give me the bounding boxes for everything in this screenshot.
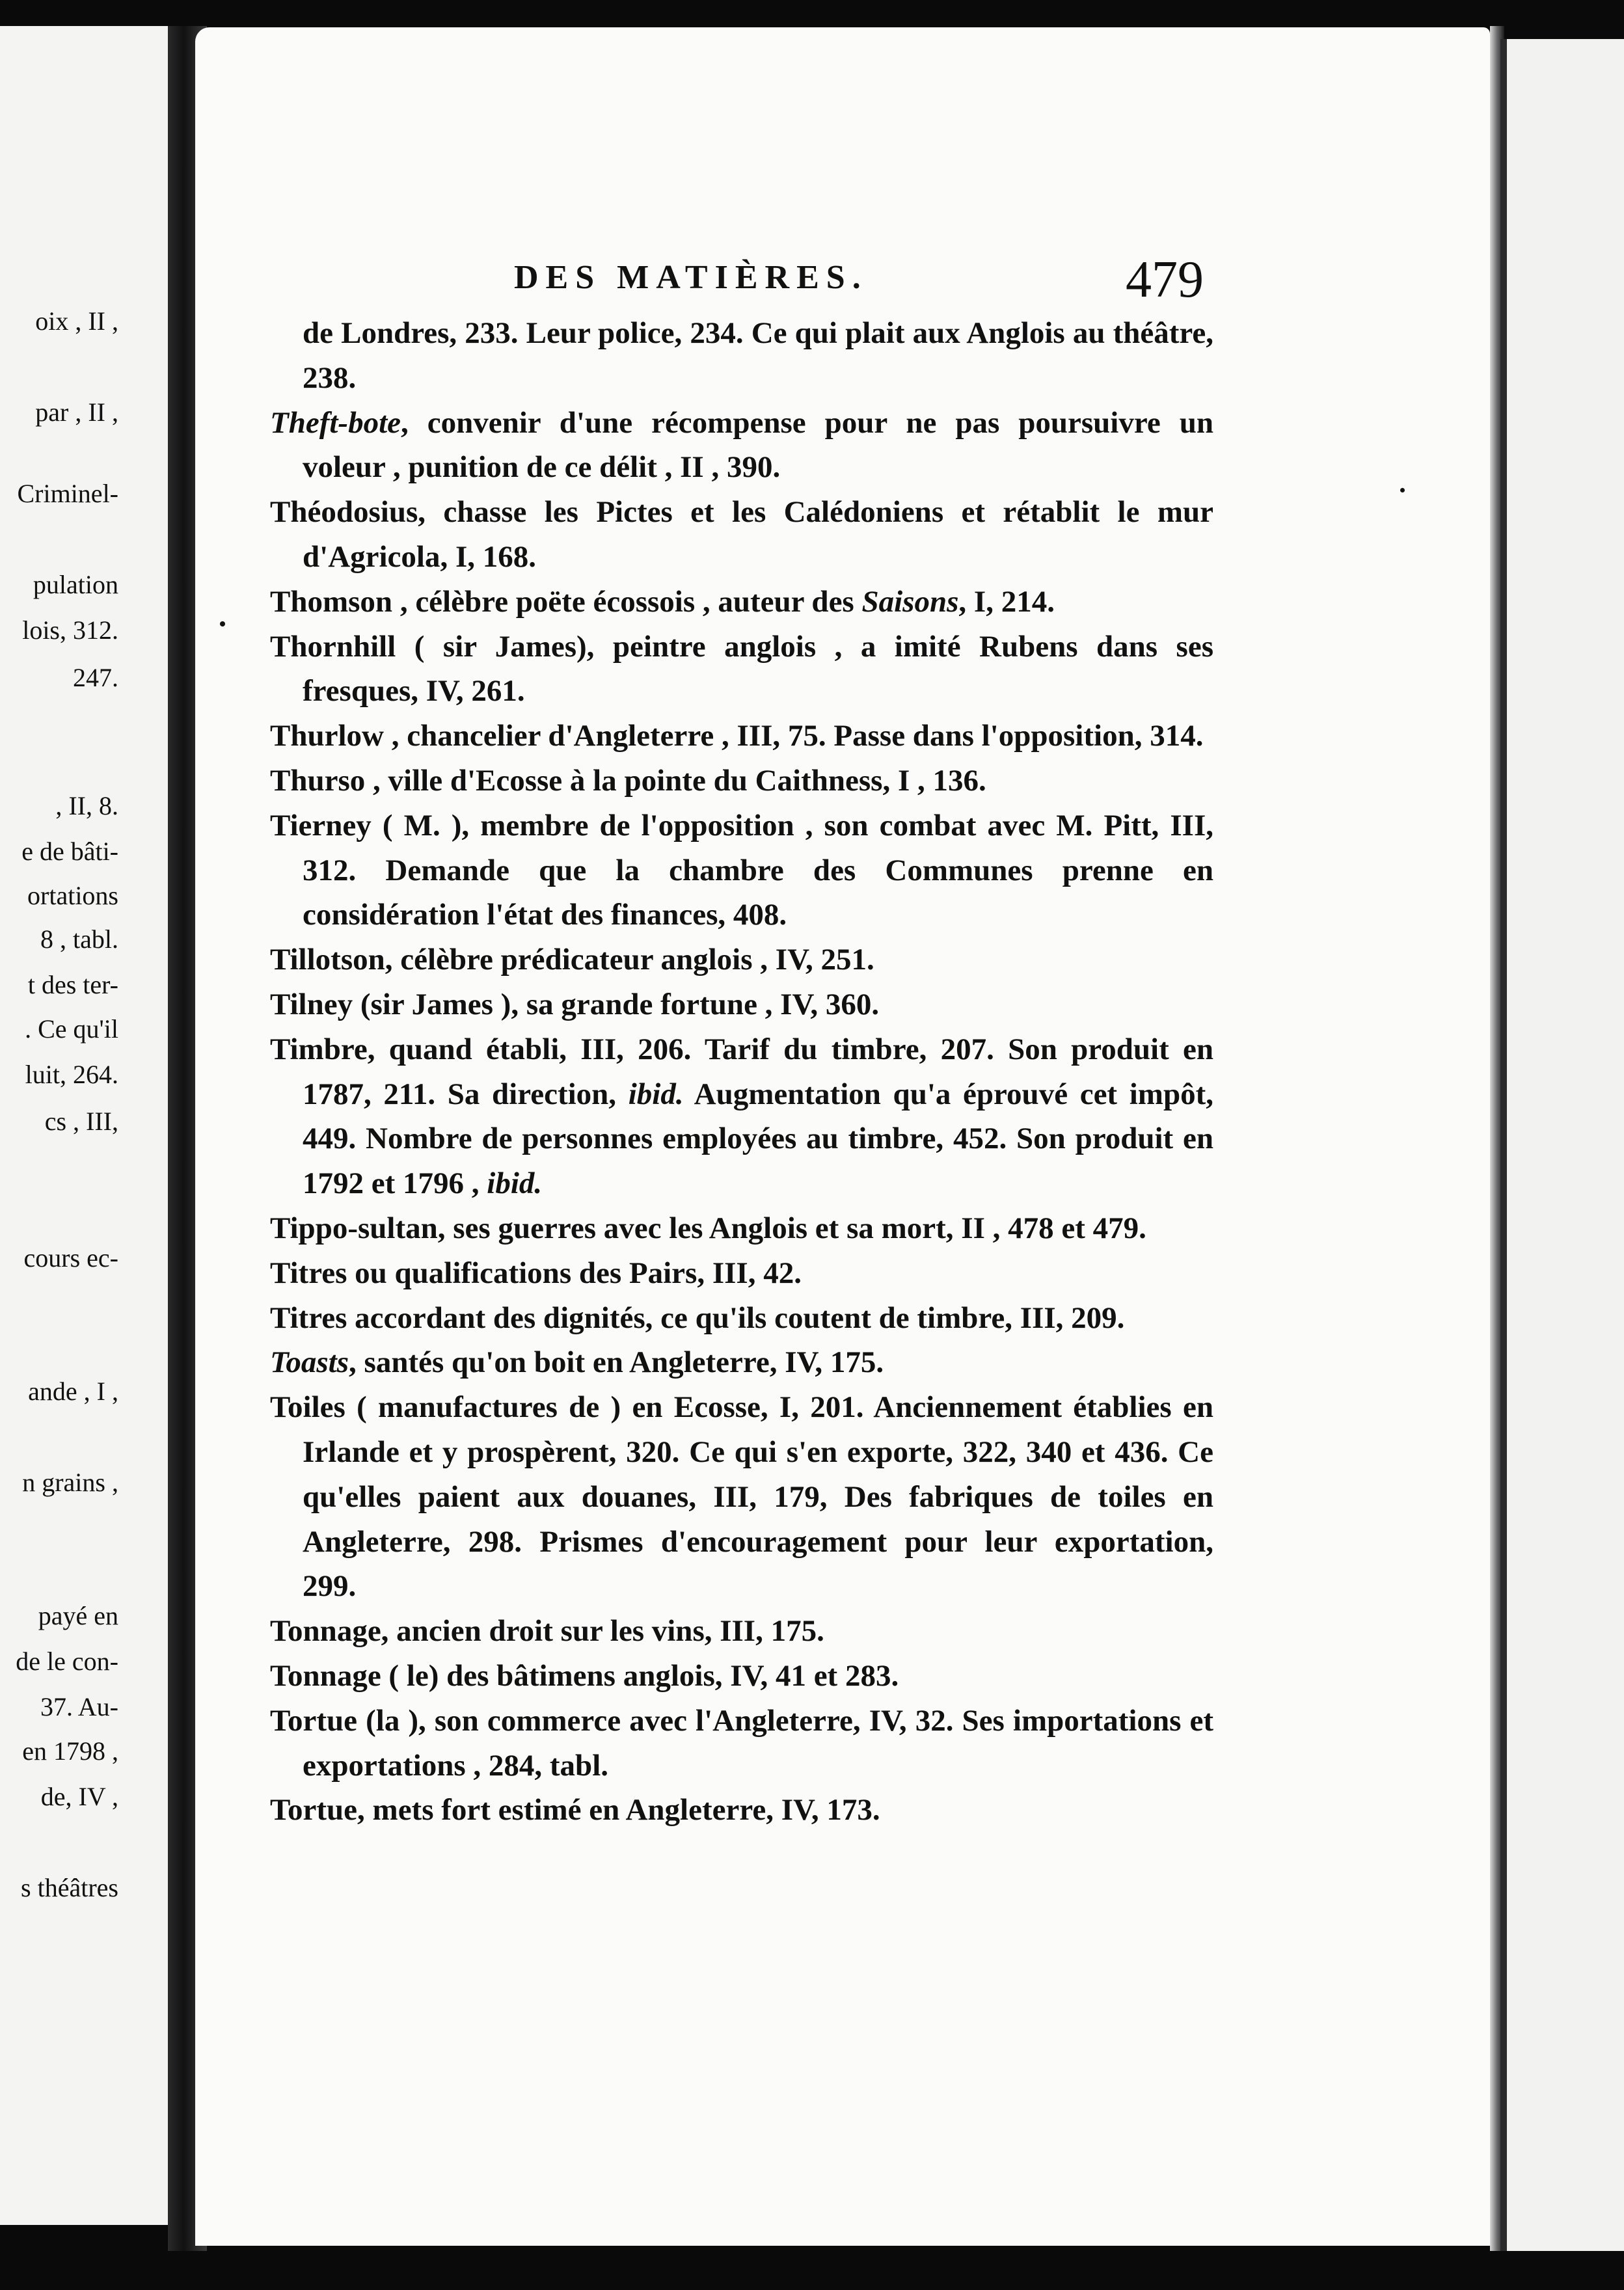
left-page-line: oix , II ,: [35, 306, 118, 336]
entry-text: Titres accordant des dignités, ce qu'ils coutent de timbre, III, 209.: [270, 1300, 1125, 1335]
left-page-line: cours ec-: [23, 1243, 118, 1273]
left-page-line: pulation: [33, 570, 118, 599]
entry-text: Thomson , célèbre poëte écossois , auteur des: [270, 584, 862, 619]
index-entry: [270, 937, 1213, 982]
index-entry: [270, 1654, 1213, 1699]
index-entry: [270, 1251, 1213, 1296]
index-entry: [270, 580, 1213, 625]
entry-text: Théodosius, chasse les Pictes et les Calédoniens et rétablit le mur d'Agricola, I, 168.: [270, 495, 1213, 574]
index-entry: [270, 1699, 1213, 1788]
entry-text: Thurlow , chancelier d'Angleterre , III, 75. Passe dans l'opposition, 314.: [270, 719, 1204, 753]
italic-term: Saisons: [861, 584, 959, 619]
italic-term: ibid.: [487, 1166, 543, 1201]
index-entries: [270, 311, 1213, 1833]
index-entry: [270, 714, 1213, 759]
ink-speck: [1400, 488, 1405, 492]
left-page-line: , II, 8.: [55, 791, 118, 820]
left-page-line: luit, 264.: [25, 1060, 118, 1089]
entry-text: de Londres, 233. Leur police, 234. Ce qui plait aux Anglois au théâtre, 238.: [303, 316, 1213, 395]
left-page-line: cs , III,: [44, 1107, 118, 1136]
entry-text: Tortue, mets fort estimé en Angleterre, IV, 173.: [270, 1793, 880, 1827]
entry-text: Tierney ( M. ), membre de l'opposition , son combat avec M. Pitt, III, 312. Demande que la chambre des Communes prenne en considération l'état des finances, 408.: [270, 808, 1213, 932]
italic-term: Theft-bote: [270, 405, 401, 440]
index-entry: [270, 625, 1213, 714]
index-entry: [270, 1609, 1213, 1654]
left-page-line: de le con-: [16, 1647, 118, 1676]
entry-text: , convenir d'une récompense pour ne pas poursuivre un voleur , punition de ce délit , II , 390.: [303, 405, 1213, 485]
entry-text: Tonnage ( le) des bâtimens anglois, IV, 41 et 283.: [270, 1658, 899, 1693]
entry-text: Tortue (la ), son commerce avec l'Angleterre, IV, 32. Ses importations et exportations , 284, tabl.: [270, 1703, 1213, 1783]
entry-text: Thornhill ( sir James), peintre anglois , a imité Rubens dans ses fresques, IV, 261.: [270, 629, 1213, 708]
next-page-edge: [1500, 39, 1624, 2251]
entry-text: , I, 214.: [958, 584, 1055, 619]
entry-text: Augmentation qu'a éprouvé cet impôt, 449. Nombre de personnes employées au timbre, 452. Son produit en 1792 et 1796 ,: [303, 1077, 1213, 1201]
left-page-line: en 1798 ,: [22, 1736, 118, 1766]
index-entry: [270, 982, 1213, 1027]
left-page-line: t des ter-: [27, 970, 118, 999]
entry-text: Tillotson, célèbre prédicateur anglois , IV, 251.: [270, 943, 874, 977]
left-page-line: ortations: [27, 881, 118, 910]
index-entry: [270, 311, 1213, 401]
index-entry: [270, 759, 1213, 803]
left-page-line: par , II ,: [35, 397, 118, 427]
left-page-line: payé en: [38, 1601, 118, 1630]
index-entry: [270, 1027, 1213, 1206]
left-page-line: 37. Au-: [40, 1692, 118, 1721]
index-entry: [270, 803, 1213, 937]
ink-speck: [220, 621, 225, 626]
left-page-line: . Ce qu'il: [25, 1014, 118, 1044]
entry-text: Timbre, quand établi, III, 206. Tarif du timbre, 207. Son produit en 1787, 211. Sa direction,: [270, 1032, 1213, 1111]
entry-text: Tippo-sultan, ses guerres avec les Anglois et sa mort, II , 478 et 479.: [270, 1211, 1146, 1245]
italic-term: Toasts: [270, 1345, 349, 1380]
left-page-fragment: [0, 26, 174, 2225]
index-entry: [270, 1385, 1213, 1609]
left-page-line: ande , I ,: [28, 1377, 118, 1406]
entry-text: Titres ou qualifications des Pairs, III, 42.: [270, 1256, 802, 1290]
entry-text: Tonnage, ancien droit sur les vins, III, 175.: [270, 1614, 824, 1649]
left-page-line: 8 , tabl.: [40, 924, 118, 954]
italic-term: ibid.: [628, 1077, 684, 1111]
header-title: DES MATIÈRES.: [514, 259, 868, 296]
left-page-line: e de bâti-: [21, 837, 118, 866]
entry-text: Toiles ( manufactures de ) en Ecosse, I, 201. Anciennement établies en Irlande et y prospèrent, 320. Ce qui s'en exporte, 322, 340 et 436. Ce qu'elles paient aux douanes, III, 179, Des fabriques de toiles en Angleterre, 298. Prismes d'encouragement pour leur exportation, 299.: [270, 1390, 1213, 1604]
index-entry: [270, 1340, 1213, 1385]
left-page-line: n grains ,: [22, 1468, 118, 1497]
index-entry: [270, 401, 1213, 491]
left-page-line: de, IV ,: [40, 1782, 118, 1811]
index-entry: [270, 1788, 1213, 1833]
entry-text: Tilney (sir James ), sa grande fortune , IV, 360.: [270, 987, 880, 1021]
left-page-line: s théâtres: [21, 1873, 118, 1902]
index-entry: [270, 490, 1213, 580]
page-number: 479: [1126, 251, 1204, 308]
left-page-line: lois, 312.: [22, 615, 118, 645]
entry-text: Thurso , ville d'Ecosse à la pointe du Caithness, I , 136.: [270, 763, 986, 798]
index-entry: [270, 1206, 1213, 1251]
index-entry: [270, 1296, 1213, 1341]
entry-text: , santés qu'on boit en Angleterre, IV, 175.: [349, 1345, 884, 1380]
left-page-line: 247.: [73, 663, 118, 692]
left-page-line: Criminel-: [17, 479, 118, 508]
